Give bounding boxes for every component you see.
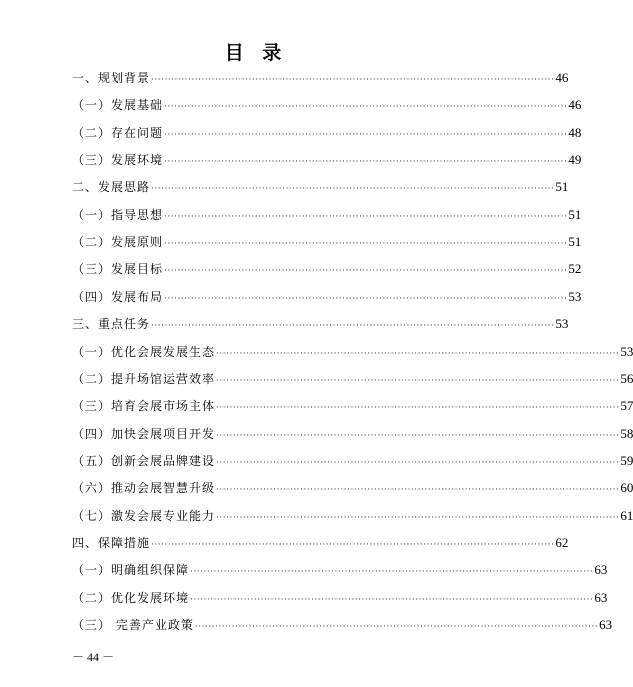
toc-leader-dots: ························································································································ (164, 293, 568, 304)
toc-entry (72, 424, 633, 444)
toc-entry-page: 56 (620, 370, 633, 386)
toc-leader-dots: ························································································································ (216, 375, 620, 386)
toc-leader-dots: ························································································································ (151, 184, 555, 195)
toc-entry-label: 四、保障措施 (72, 535, 151, 550)
toc-leader-dots: ························································································································ (216, 430, 620, 441)
toc-leader-dots: ························································································································ (190, 594, 594, 605)
toc-entry-label: 三、重点任务 (72, 317, 151, 332)
toc-entry-label: （六）推动会展智慧升级 (72, 481, 216, 496)
toc-entry-label: （一）优化会展发展生态 (72, 344, 216, 359)
toc-entry-label: （一）指导思想 (72, 207, 164, 222)
toc-entry-page: 49 (568, 152, 582, 168)
toc-entry-page: 52 (568, 261, 582, 277)
toc-entry (72, 95, 582, 115)
toc-entry (72, 287, 582, 307)
toc-entry (72, 205, 582, 225)
toc-entry-label: （一）发展基础 (72, 98, 164, 113)
toc-entry-page: 51 (568, 234, 582, 250)
toc-entry-label: （二）存在问题 (72, 125, 164, 140)
toc-leader-dots: ························································································································ (151, 321, 555, 332)
toc-entry (72, 588, 608, 608)
toc-entry (72, 150, 582, 170)
toc-entry-page: 53 (555, 316, 569, 332)
toc-entry-label: （三）培育会展市场主体 (72, 399, 216, 414)
toc-entry-page: 63 (594, 589, 608, 605)
toc-entry-page: 63 (594, 562, 608, 578)
toc-entry-label: （二）优化发展环境 (72, 590, 190, 605)
toc-leader-dots: ························································································································ (164, 211, 568, 222)
toc-entry-page: 57 (620, 398, 633, 414)
toc-entry-page: 58 (620, 425, 633, 441)
toc-leader-dots: ························································································································ (216, 485, 620, 496)
toc-entry (72, 615, 613, 635)
toc-entry (72, 68, 569, 88)
toc-leader-dots: ························································································································ (164, 129, 568, 140)
toc-entry (72, 259, 582, 279)
toc-leader-dots: ························································································································ (164, 266, 568, 277)
toc-entry (72, 451, 633, 471)
toc-entry-page: 53 (620, 343, 633, 359)
toc-entry-page: 60 (620, 480, 633, 496)
toc-leader-dots: ························································································································ (216, 512, 620, 523)
toc-entry-page: 46 (568, 97, 582, 113)
toc-entry (72, 342, 633, 362)
toc-entry (72, 533, 569, 553)
toc-entry-page: 48 (568, 124, 582, 140)
toc-entry (72, 478, 633, 498)
toc-entry (72, 177, 569, 197)
toc-entry-page: 51 (555, 179, 569, 195)
toc-leader-dots: ························································································································ (164, 102, 568, 113)
toc-leader-dots: ························································································································ (164, 239, 568, 250)
page-number-footer: － 44 － (72, 650, 115, 664)
toc-leader-dots: ························································································································ (216, 403, 620, 414)
toc-entry-page: 63 (599, 617, 613, 632)
toc-leader-dots: ························································································································ (151, 539, 555, 550)
toc-entry-page: 62 (555, 534, 569, 550)
toc-entry-label: （四）发展布局 (72, 289, 164, 304)
toc-title: 目 录 (224, 42, 288, 64)
toc-leader-dots: ························································································································ (194, 622, 599, 632)
toc-entry-label: （一）明确组织保障 (72, 563, 190, 578)
toc-entry-label: 二、发展思路 (72, 180, 151, 195)
toc-leader-dots: ························································································································ (216, 348, 620, 359)
toc-entry-label: （三） 完善产业政策 (72, 618, 194, 632)
toc-entry-page: 53 (568, 288, 582, 304)
toc-entry-label: 一、规划背景 (72, 71, 151, 85)
toc-entry-label: （二）发展原则 (72, 235, 164, 250)
toc-entry (72, 232, 582, 252)
toc-entry (72, 123, 582, 143)
toc-entry (72, 369, 633, 389)
toc-entry-page: 51 (568, 206, 582, 222)
toc-entry-label: （四）加快会展项目开发 (72, 426, 216, 441)
toc-entry-label: （三）发展环境 (72, 153, 164, 168)
toc-entry (72, 560, 608, 580)
toc-entry-label: （二）提升场馆运营效率 (72, 371, 216, 386)
toc-leader-dots: ························································································································ (151, 75, 555, 85)
toc-entry-page: 46 (555, 70, 569, 85)
toc-entry-label: （五）创新会展品牌建设 (72, 453, 216, 468)
toc-leader-dots: ························································································································ (216, 457, 620, 468)
toc-entry-page: 61 (620, 507, 633, 523)
toc-entry (72, 314, 569, 334)
toc-leader-dots: ························································································································ (190, 567, 594, 578)
toc-entry-page: 59 (620, 452, 633, 468)
toc-entry (72, 396, 633, 416)
toc-entry-label: （七）激发会展专业能力 (72, 508, 216, 523)
toc-leader-dots: ························································································································ (164, 157, 568, 168)
toc-entry (72, 506, 633, 526)
toc-entry-label: （三）发展目标 (72, 262, 164, 277)
